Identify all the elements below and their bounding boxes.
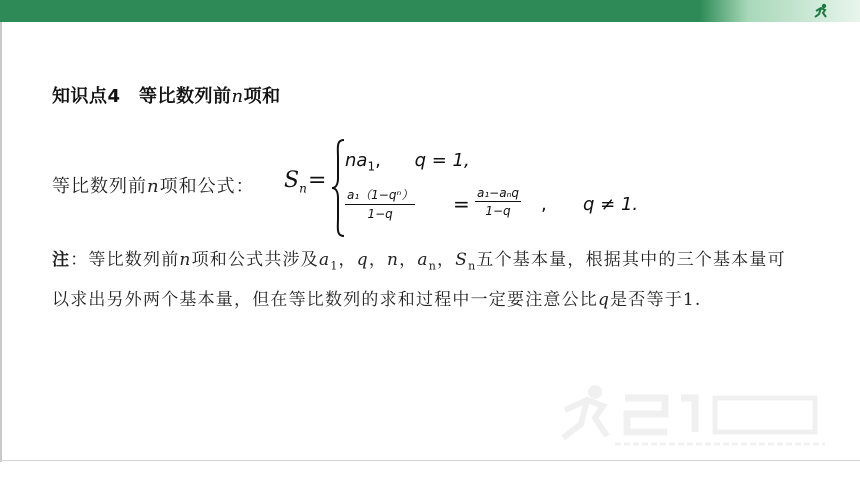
note-var-sn-sub: n	[468, 259, 477, 273]
note-var-an-sub: n	[428, 259, 438, 273]
formula-equals: =	[308, 168, 327, 193]
runner-icon	[812, 3, 830, 19]
note-var-a1-sub: 1	[330, 259, 339, 273]
formula-case-1	[345, 150, 470, 174]
case2-condition: q ≠ 1.	[583, 194, 639, 215]
note-lead: 注	[52, 250, 71, 270]
note-var-n2: n	[387, 250, 400, 270]
note-var-n: n	[179, 250, 192, 270]
note-sep-1: ，	[338, 250, 357, 270]
formula-label-var: n	[147, 176, 160, 197]
formula-label-prefix: 等比数列前	[52, 176, 147, 197]
left-border	[0, 22, 2, 462]
formula-label	[52, 172, 255, 198]
section-heading	[52, 82, 281, 108]
note-text-4: 是否等于1.	[610, 290, 702, 311]
fraction-2	[475, 186, 521, 218]
top-banner-gradient	[700, 0, 860, 22]
heading-prefix: 知识点4 等比数列前	[52, 86, 232, 107]
watermark-logo	[555, 380, 835, 450]
note-sep-2: ，	[368, 250, 388, 270]
note-sep-4: ，	[437, 250, 456, 270]
note-var-a1: a	[318, 250, 331, 270]
formula-lhs-sub: n	[299, 181, 307, 196]
note-var-an: a	[417, 250, 429, 270]
note-text-2: 项和公式共涉及	[191, 250, 319, 270]
note-var-sn: S	[455, 250, 469, 270]
note-text-1: ：等比数列前	[70, 250, 180, 270]
case2-sep: ,	[541, 194, 547, 215]
formula-lhs	[284, 168, 307, 195]
note-var-q2: q	[598, 290, 611, 311]
note-var-q: q	[356, 250, 369, 270]
fraction-2-numerator: a₁−aₙq	[477, 186, 519, 200]
piecewise-brace	[330, 138, 346, 238]
case1-expr-sub: 1	[367, 159, 376, 174]
fraction-1-numerator: a₁（1−qⁿ）	[345, 186, 415, 205]
fraction-2-denominator: 1−q	[485, 204, 511, 218]
heading-var: n	[231, 86, 244, 107]
note-paragraph	[52, 243, 792, 317]
case2-equals: =	[453, 192, 470, 216]
case1-condition: q = 1,	[414, 150, 470, 171]
case1-sep: ,	[375, 150, 381, 171]
fraction-1	[345, 186, 415, 221]
formula-label-suffix: 项和公式：	[159, 176, 255, 197]
note-text-3: 五个基本量，根据其中的三个基本量可以求出另外两个基本量，但在等比数列的求和过程中一定要注意公比	[52, 250, 786, 311]
formula-lhs-s: S	[284, 168, 300, 193]
case1-expr: na	[345, 150, 368, 171]
note-sep-3: ，	[399, 250, 418, 270]
bottom-border	[0, 460, 860, 461]
fraction-1-denominator: 1−q	[367, 207, 393, 221]
heading-suffix: 项和	[243, 86, 281, 107]
brand-logo	[812, 2, 830, 20]
